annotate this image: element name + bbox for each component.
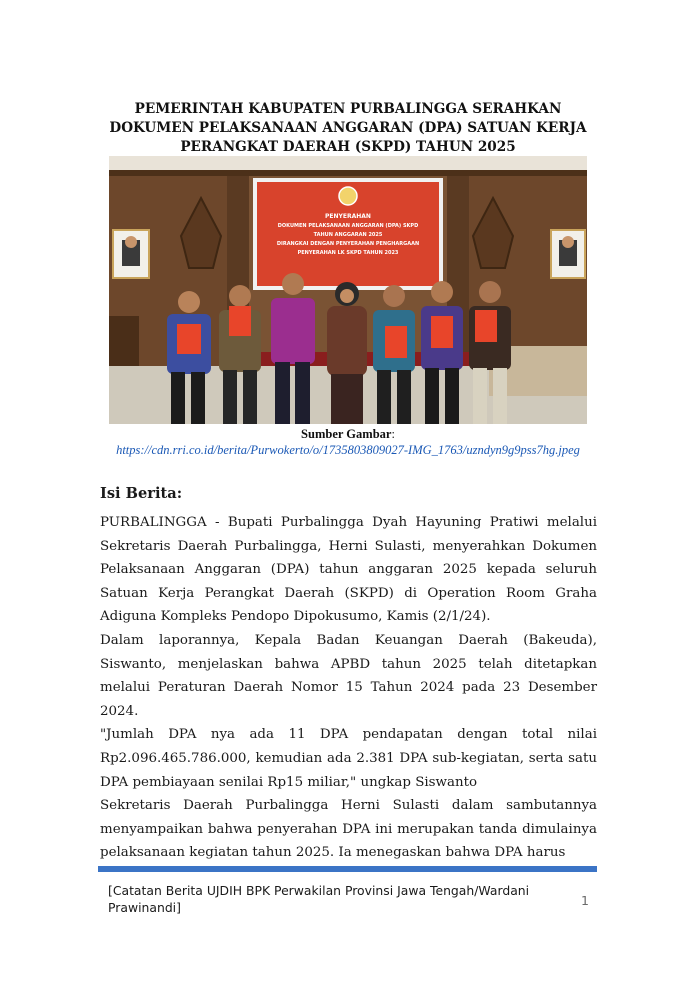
section-heading: Isi Berita:	[100, 485, 183, 502]
screen-line-2: DOKUMEN PELAKSANAAN ANGGARAN (DPA) SKPD	[277, 223, 419, 229]
screen-line-3: TAHUN ANGGARAN 2025	[313, 232, 383, 238]
screen-line-1: PENYERAHAN	[325, 213, 371, 220]
screen-line-4: DIRANGKAI DENGAN PENYERAHAN PENGHARGAAN	[276, 241, 420, 247]
paragraph-3: "Jumlah DPA nya ada 11 DPA pendapatan dengan total nilai Rp2.096.465.786.000, kemudian ada 2.381 DPA sub-kegiatan, serta satu DPA pembiayaan senilai Rp15 miliar," ungkap Siswanto	[100, 727, 597, 790]
news-photo	[109, 156, 587, 424]
article-body	[100, 511, 597, 865]
caption-label: Sumber Gambar	[301, 427, 392, 441]
screen-line-5: PENYERAHAN LK SKPD TAHUN 2023	[297, 250, 399, 256]
footer-note: [Catatan Berita UJDIH BPK Perwakilan Provinsi Jawa Tengah/Wardani Prawinandi]	[108, 883, 530, 915]
source-link[interactable]: https://cdn.rri.co.id/berita/Purwokerto/o/1735803809027-IMG_1763/uzndyn9g9pss7hg.jpeg	[116, 443, 580, 457]
document-title: PEMERINTAH KABUPATEN PURBALINGGA SERAHKAN DOKUMEN PELAKSANAAN ANGGARAN (DPA) SATUAN KERJA PERANGKAT DAERAH (SKPD) TAHUN 2025	[109, 101, 587, 155]
paragraph-4: Sekretaris Daerah Purbalingga Herni Sulasti dalam sambutannya menyampaikan bahwa penyerahan DPA ini merupakan tanda dimulainya pelaksanaan kegiatan tahun 2025. Ia menegaskan bahwa DPA harus	[100, 798, 597, 861]
paragraph-1: PURBALINGGA - Bupati Purbalingga Dyah Hayuning Pratiwi melalui Sekretaris Daerah Purbalingga, Herni Sulasti, menyerahkan Dokumen Pelaksanaan Anggaran (DPA) tahun anggaran 2025 kepada seluruh Satuan Kerja Perangkat Daerah (SKPD) di Operation Room Graha Adiguna Kompleks Pendopo Dipokusumo, Kamis (2/1/24).	[100, 515, 597, 625]
page-number: 1	[581, 893, 589, 908]
footer-divider	[98, 866, 597, 872]
caption-colon: :	[391, 427, 395, 441]
image-caption	[100, 426, 596, 458]
paragraph-2: Dalam laporannya, Kepala Badan Keuangan Daerah (Bakeuda), Siswanto, menjelaskan bahwa APBD tahun 2025 telah ditetapkan melalui Peraturan Daerah Nomor 15 Tahun 2024 pada 23 Desember 2024.	[100, 632, 597, 719]
